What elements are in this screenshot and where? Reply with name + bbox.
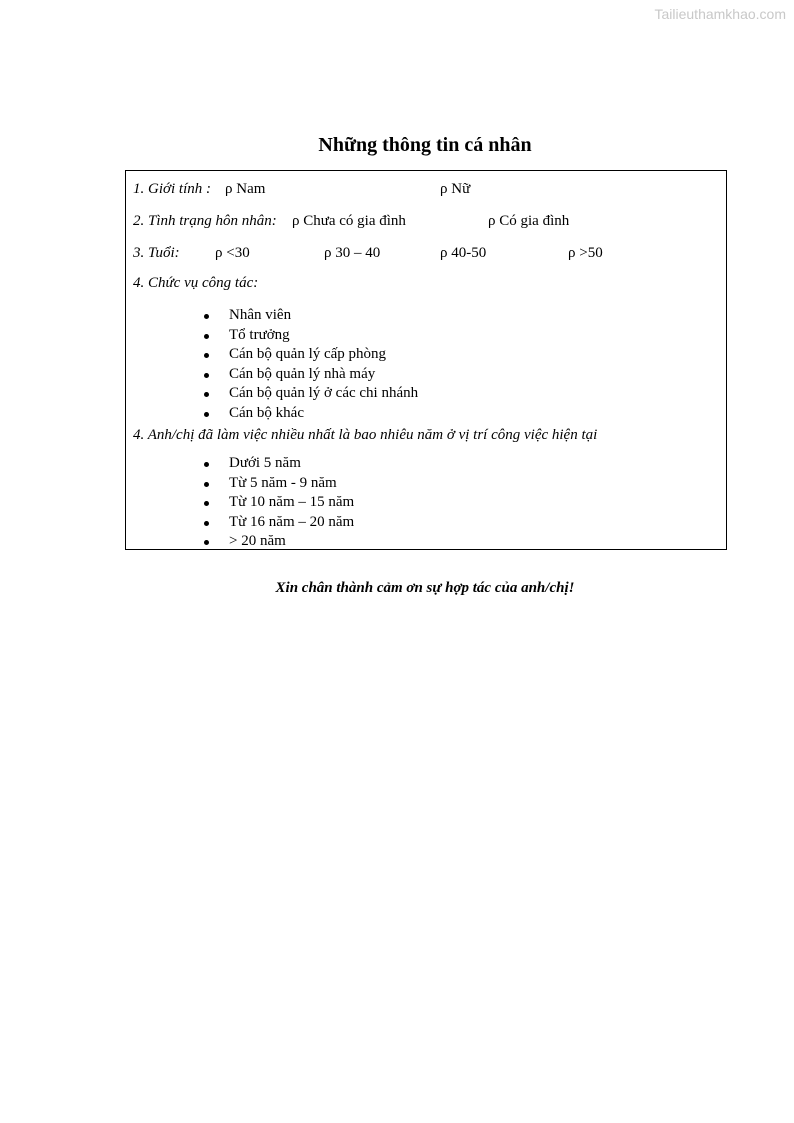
- option-age-over-50[interactable]: ρ >50: [568, 245, 603, 261]
- question-marital: [133, 213, 277, 230]
- watermark: Tailieuthamkhao.com: [654, 6, 786, 22]
- question-years: [133, 427, 597, 444]
- question-position-label: 4. Chức vụ công tác:: [133, 275, 259, 291]
- position-list: [203, 306, 418, 424]
- list-item[interactable]: Cán bộ quản lý cấp phòng: [203, 345, 418, 365]
- list-item[interactable]: Dưới 5 năm: [203, 454, 354, 474]
- option-age-under-30[interactable]: ρ <30: [215, 245, 250, 261]
- option-age-40-50[interactable]: ρ 40-50: [440, 245, 487, 261]
- survey-box: [125, 170, 727, 550]
- list-item[interactable]: Cán bộ quản lý nhà máy: [203, 365, 418, 385]
- list-item[interactable]: Cán bộ quản lý ở các chi nhánh: [203, 384, 418, 404]
- page-title: Những thông tin cá nhân: [318, 134, 532, 156]
- question-gender-label: 1. Giới tính :: [133, 181, 212, 197]
- list-item[interactable]: Tổ trưởng: [203, 326, 418, 346]
- list-item[interactable]: Từ 10 năm – 15 năm: [203, 493, 354, 513]
- list-item[interactable]: Từ 16 năm – 20 năm: [203, 513, 354, 533]
- thank-you-note: Xin chân thành cảm ơn sự hợp tác của anh/chị!: [275, 580, 575, 596]
- option-female[interactable]: ρ Nữ: [440, 181, 471, 197]
- question-age-label: 3. Tuổi:: [133, 245, 180, 261]
- question-age: [133, 245, 180, 262]
- question-position: [133, 275, 258, 292]
- option-age-30-40[interactable]: ρ 30 – 40: [324, 245, 381, 261]
- option-single[interactable]: ρ Chưa có gia đình: [292, 213, 406, 229]
- list-item[interactable]: Cán bộ khác: [203, 404, 418, 424]
- question-marital-label: 2. Tình trạng hôn nhân:: [133, 213, 277, 229]
- question-gender: [133, 181, 211, 198]
- list-item[interactable]: > 20 năm: [203, 532, 354, 552]
- list-item[interactable]: Nhân viên: [203, 306, 418, 326]
- question-years-label: 4. Anh/chị đã làm việc nhiều nhất là bao nhiêu năm ở vị trí công việc hiện tại: [133, 427, 598, 443]
- option-married[interactable]: ρ Có gia đình: [488, 213, 570, 229]
- list-item[interactable]: Từ 5 năm - 9 năm: [203, 474, 354, 494]
- years-list: [203, 454, 354, 552]
- option-male[interactable]: ρ Nam: [225, 181, 266, 197]
